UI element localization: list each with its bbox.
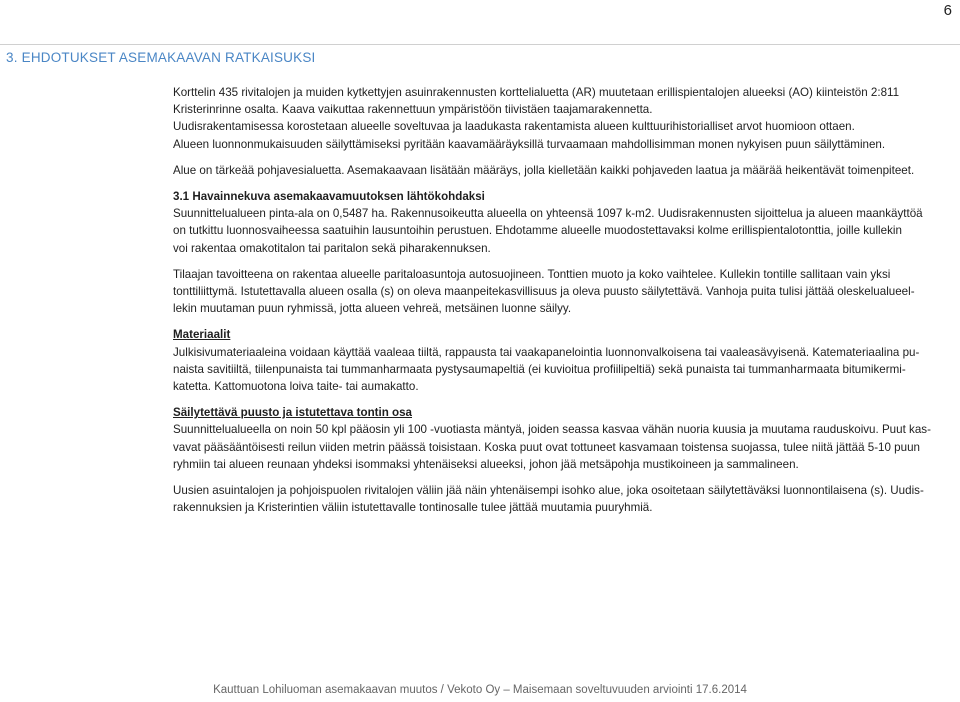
client-goal-line: Tilaajan tavoitteena on rakentaa alueelle paritaloasuntoja autosuojineen. Tonttien muoto ja koko vaihtelee. Kullekin tontille sallitaan vain yksi <box>173 267 891 281</box>
page-number: 6 <box>943 2 952 19</box>
intro-line: Kristerinrinne osalta. Kaava vaikuttaa rakennettuun ympäristöön tiivistäen taajamarakennetta. <box>173 103 653 117</box>
groundwater-paragraph: Alue on tärkeää pohjavesialuetta. Asemakaavaan lisätään määräys, jolla kielletään kaikki pohjaveden laatua ja määrää heikentävät toimenpiteet. <box>173 163 915 177</box>
materials-line: naista savitiiltä, tiilenpunaista tai tummanharmaata pystysaumapeltiä (ei kuvioitua profiilipeltiä) sekä punaista tai tummanharmaata bitumikermi- <box>173 362 906 376</box>
trees-line: ryhmiin tai alueen reunaan yhdeksi isommaksi yhtenäiseksi alueeksi, johon jää metsäpohja mustikoineen ja sammalineen. <box>173 457 799 471</box>
client-goal-line: tonttiliittymä. Istutettavalla alueen osalla (s) on oleva maanpeitekasvillisuus ja oleva puusto säilytettävä. Vanhoja puita tulisi jättää oleskelualueel- <box>173 285 915 299</box>
trees-title: Säilytettävä puusto ja istutettava tontin osa <box>173 406 413 420</box>
subsection-31-line: on tutkittu luonnosvaiheessa saatuihin lausuntoihin perustuen. Ehdotamme alueelle muodostettavaksi kolme erillispientalotonttia, joille kullekin <box>173 224 902 238</box>
section-heading: 3. EHDOTUKSET ASEMAKAAVAN RATKAISUKSI <box>6 50 316 65</box>
intro-line: Uudisrakentamisessa korostetaan alueelle soveltuvaa ja laadukasta rakentamista alueen kulttuurihistorialliset arvot huomioon ottaen. <box>173 120 855 134</box>
document-body <box>173 84 960 516</box>
closing-line: Uusien asuintalojen ja pohjoispuolen rivitalojen väliin jää näin yhtenäisempi isohko alue, joka osoitetaan säilytettäväksi luonnontilaisena (s). Uudis- <box>173 484 924 498</box>
materials-title: Materiaalit <box>173 328 231 342</box>
header-divider <box>0 44 960 45</box>
subsection-31-line: Suunnittelualueen pinta-ala on 0,5487 ha. Rakennusoikeutta alueella on yhteensä 1097 k-m2. Uudisrakennusten sijoittelua ja alueen maankäyttöä <box>173 207 923 221</box>
closing-line: rakennuksien ja Kristerintien väliin istutettavalle tontinosalle tulee jättää muutamia puuryhmiä. <box>173 501 653 515</box>
subsection-31-title: 3.1 Havainnekuva asemakaavamuutoksen lähtökohdaksi <box>173 190 485 204</box>
subsection-31-line: voi rakentaa omakotitalon tai paritalon sekä piharakennuksen. <box>173 241 491 255</box>
intro-line: Korttelin 435 rivitalojen ja muiden kytkettyjen asuinrakennusten korttelialuetta (AR) muutetaan erillispientalojen alueeksi (AO) kiinteistön 2:811 <box>173 86 900 99</box>
materials-line: Julkisivumateriaaleina voidaan käyttää vaaleaa tiiltä, rappausta tai vaakapanelointia luonnonvalkoisena tai vaaleasävyisenä. Katemateriaalina pu- <box>173 345 920 359</box>
intro-line: Alueen luonnonmukaisuuden säilyttämiseksi pyritään kaavamääräyksillä turvaamaan mahdollisimman monen nykyisen puun säilyttäminen. <box>173 137 886 151</box>
page-footer: Kauttuan Lohiluoman asemakaavan muutos / Vekoto Oy – Maisemaan soveltuvuuden arviointi 17.6.2014 <box>213 684 747 696</box>
materials-line: katetta. Kattomuotona loiva taite- tai aumakatto. <box>173 380 419 394</box>
trees-line: vavat pääsääntöisesti reilun viiden metrin päässä toisistaan. Koska puut ovat tottuneet kasvamaan toistensa suojassa, tulee niitä jättää 5-10 puun <box>173 440 920 454</box>
client-goal-line: lekin muutaman puun ryhmissä, jotta alueen vehreä, metsäinen luonne säilyy. <box>173 302 572 316</box>
trees-line: Suunnittelualueella on noin 50 kpl pääosin yli 100 -vuotiasta mäntyä, joiden seassa kasvaa vähän nuoria kuusia ja muutama rauduskoivu. Puut kas- <box>173 423 931 437</box>
